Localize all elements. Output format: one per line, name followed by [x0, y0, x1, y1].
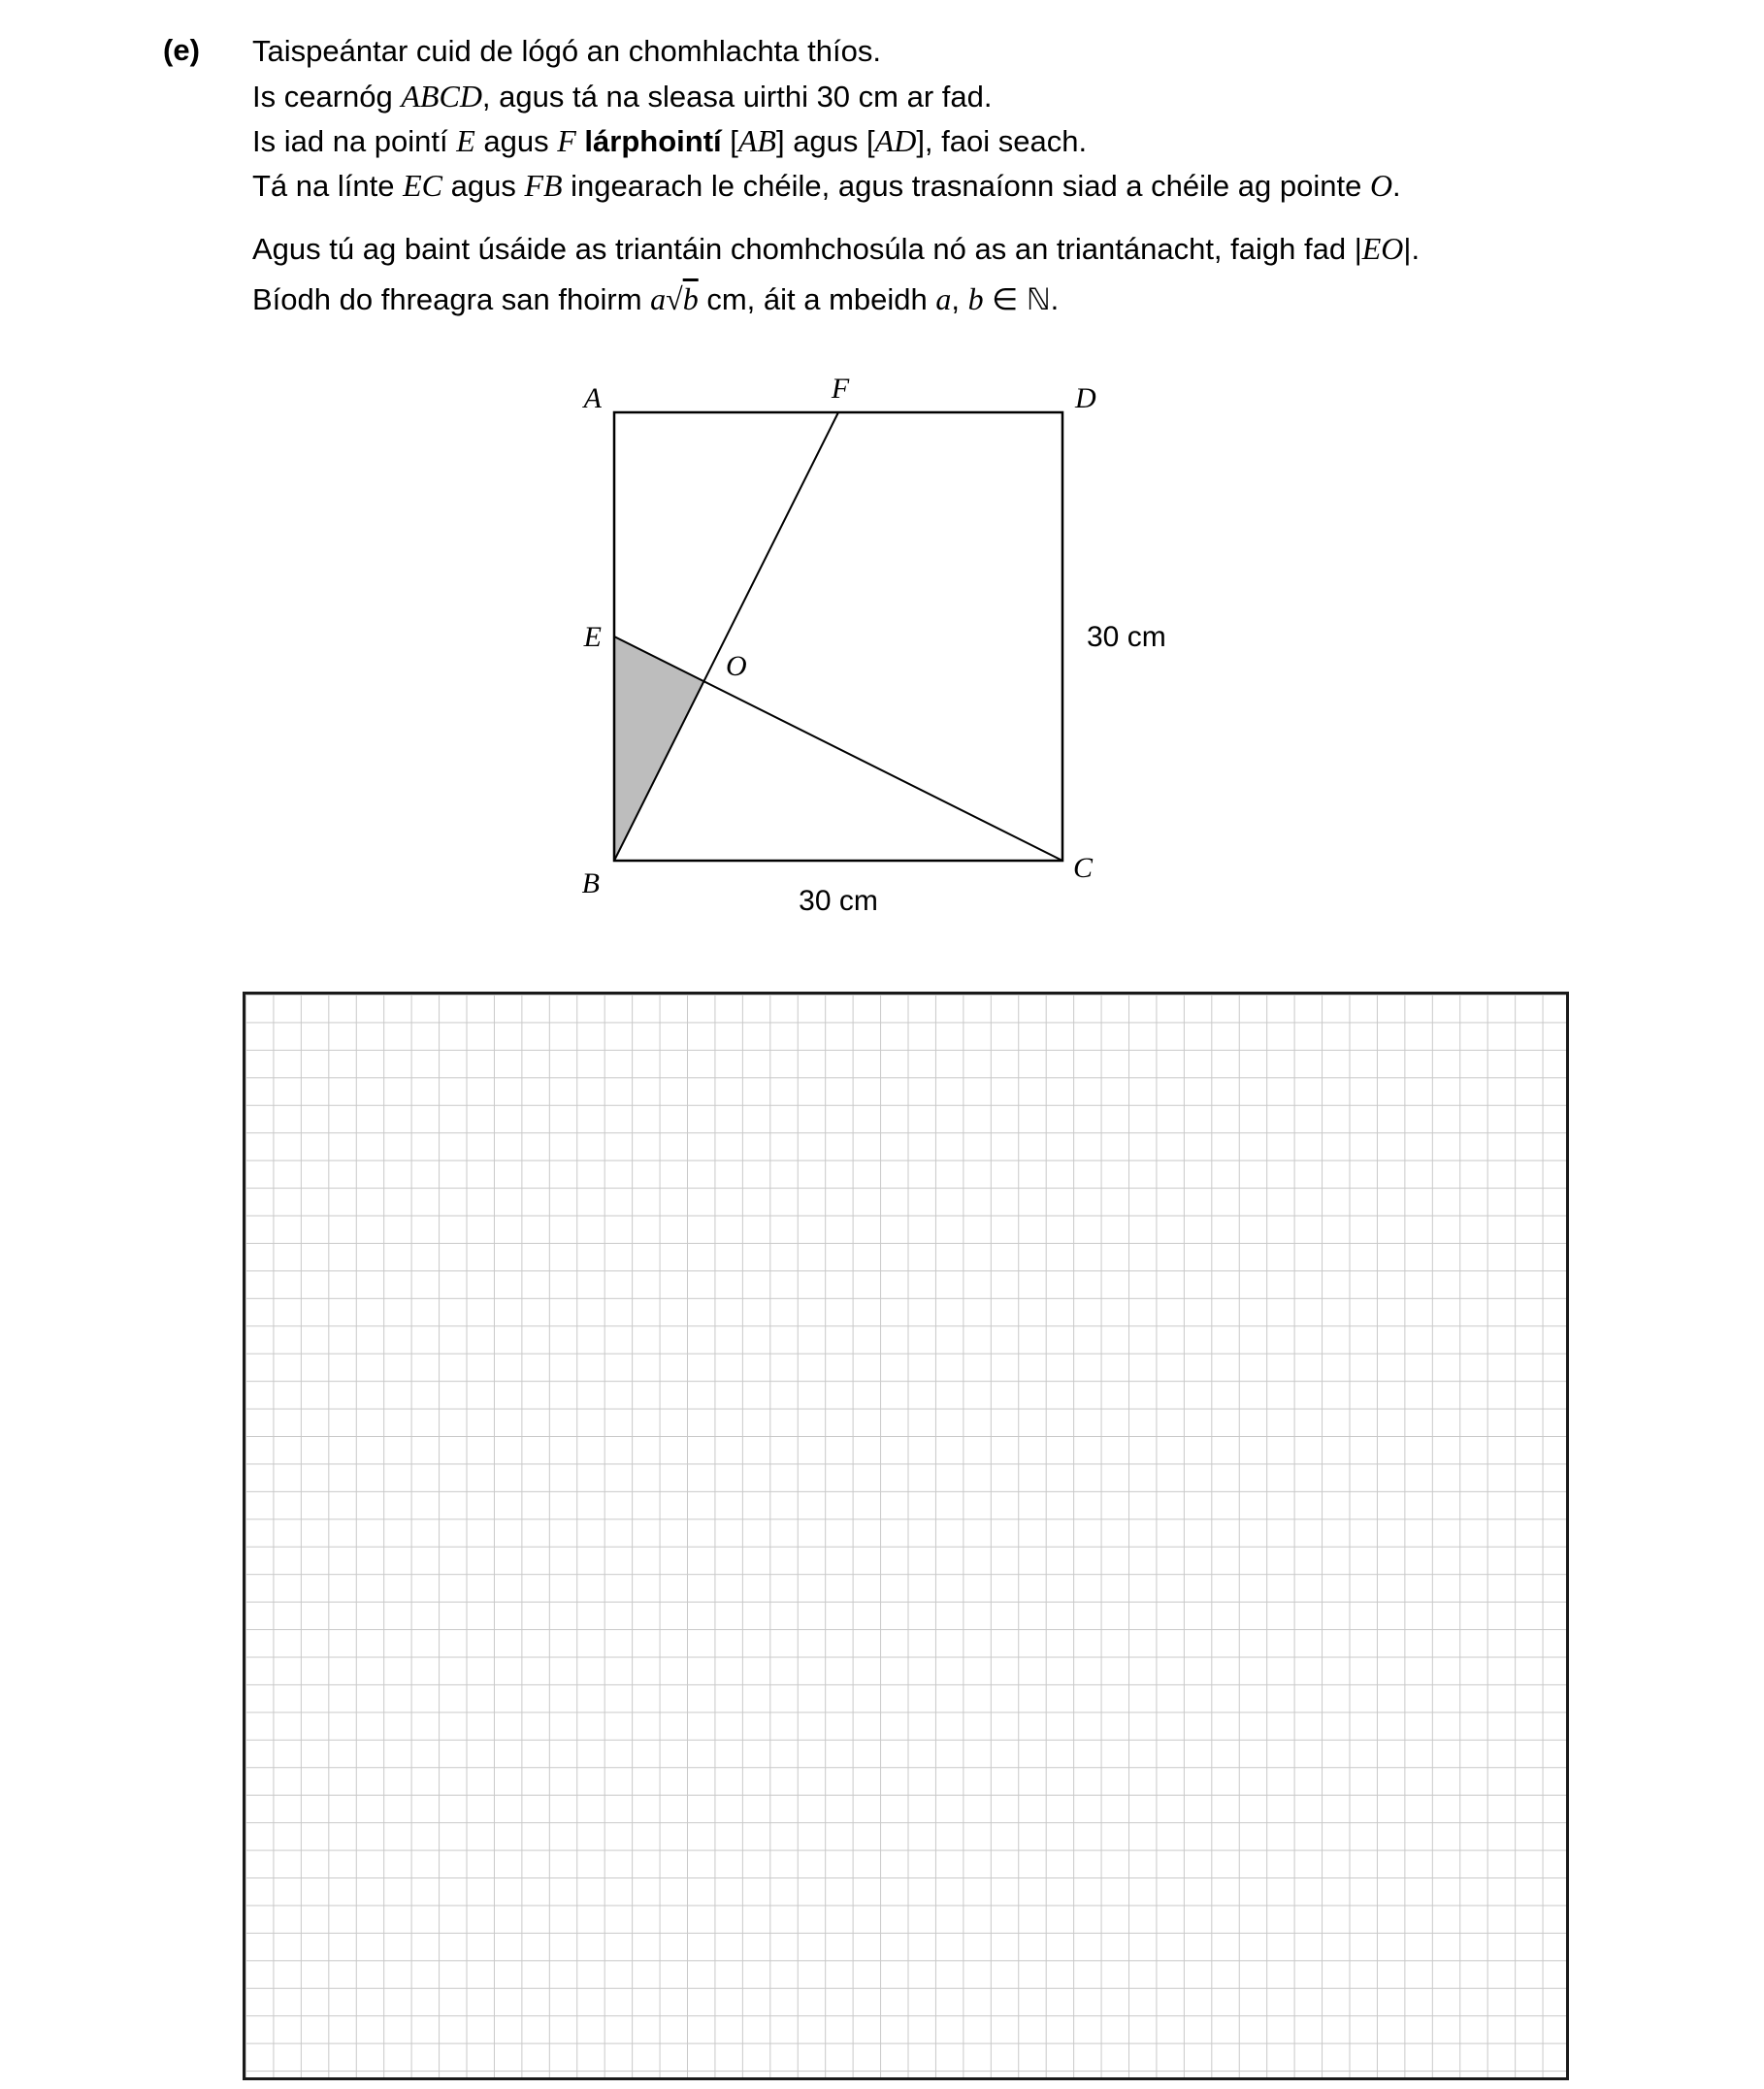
- bottom-side-dimension-label: 30 cm: [799, 885, 878, 917]
- task-paragraph: [252, 223, 1630, 324]
- math-var-b2: b: [967, 281, 984, 316]
- part-label: (e): [163, 33, 200, 67]
- bold-word-larphointi: lárphointí: [584, 124, 722, 158]
- math-var-ad: AD: [874, 123, 917, 158]
- answer-grid: [243, 992, 1569, 2080]
- text-segment: Taispeántar cuid de lógó an chomhlachta thíos.: [252, 34, 881, 68]
- math-var-eo: EO: [1361, 231, 1404, 266]
- math-var-a: a: [650, 281, 667, 316]
- text-segment: .: [1392, 169, 1401, 203]
- right-side-dimension-label: 30 cm: [1087, 621, 1166, 653]
- text-segment: cm, áit a mbeidh: [698, 282, 936, 316]
- question-line-5: [252, 223, 1630, 274]
- vertex-label-B: B: [581, 867, 600, 899]
- question-line-1: [252, 29, 1630, 74]
- math-var-abcd: ABCD: [401, 79, 482, 114]
- vertex-label-E: E: [583, 621, 602, 653]
- text-segment: ], faoi seach.: [916, 124, 1088, 158]
- text-segment: ,: [951, 282, 968, 316]
- text-segment: agus: [441, 169, 525, 203]
- math-var-ec: EC: [403, 168, 442, 203]
- math-var-fb: FB: [524, 168, 563, 203]
- question-line-4: [252, 163, 1630, 208]
- math-var-b-radicand: b: [682, 281, 699, 316]
- text-segment: |.: [1403, 232, 1421, 266]
- line-EC: [614, 636, 1062, 861]
- math-var-a2: a: [935, 281, 952, 316]
- text-segment: ∈ ℕ.: [983, 282, 1060, 316]
- text-segment: Agus tú ag baint úsáide as triantáin chomhchosúla nó as an triantánacht, faigh fad |: [252, 232, 1362, 266]
- shaded-triangle-EOB: [614, 636, 703, 861]
- question-line-6: [252, 274, 1630, 324]
- point-label-O: O: [726, 650, 747, 682]
- text-segment: Bíodh do fhreagra san fhoirm: [252, 282, 651, 316]
- line-FB: [614, 412, 838, 861]
- text-segment: Is cearnóg: [252, 80, 402, 114]
- text-segment: Is iad na pointí: [252, 124, 457, 158]
- math-var-ab: AB: [737, 123, 776, 158]
- math-var-f: F: [557, 123, 576, 158]
- text-segment: agus: [474, 124, 558, 158]
- vertex-label-F: F: [831, 373, 850, 405]
- text-segment: , agus tá na sleasa uirthi 30 cm ar fad.: [481, 80, 993, 114]
- text-segment: ] agus [: [775, 124, 875, 158]
- math-var-e: E: [456, 123, 475, 158]
- math-var-o: O: [1369, 168, 1393, 203]
- logo-diagram: [541, 369, 1221, 931]
- vertex-label-C: C: [1073, 852, 1094, 884]
- question-line-2: [252, 74, 1630, 118]
- question-line-3: [252, 118, 1630, 163]
- vertex-label-A: A: [583, 382, 602, 414]
- text-segment: Tá na línte: [252, 169, 404, 203]
- text-segment: ingearach le chéile, agus trasnaíonn siad a chéile ag pointe: [562, 169, 1370, 203]
- square-ABCD: [614, 412, 1062, 861]
- text-segment: [: [721, 124, 738, 158]
- sqrt-symbol: √: [666, 281, 683, 316]
- vertex-label-D: D: [1075, 382, 1096, 414]
- question-text: [252, 29, 1630, 324]
